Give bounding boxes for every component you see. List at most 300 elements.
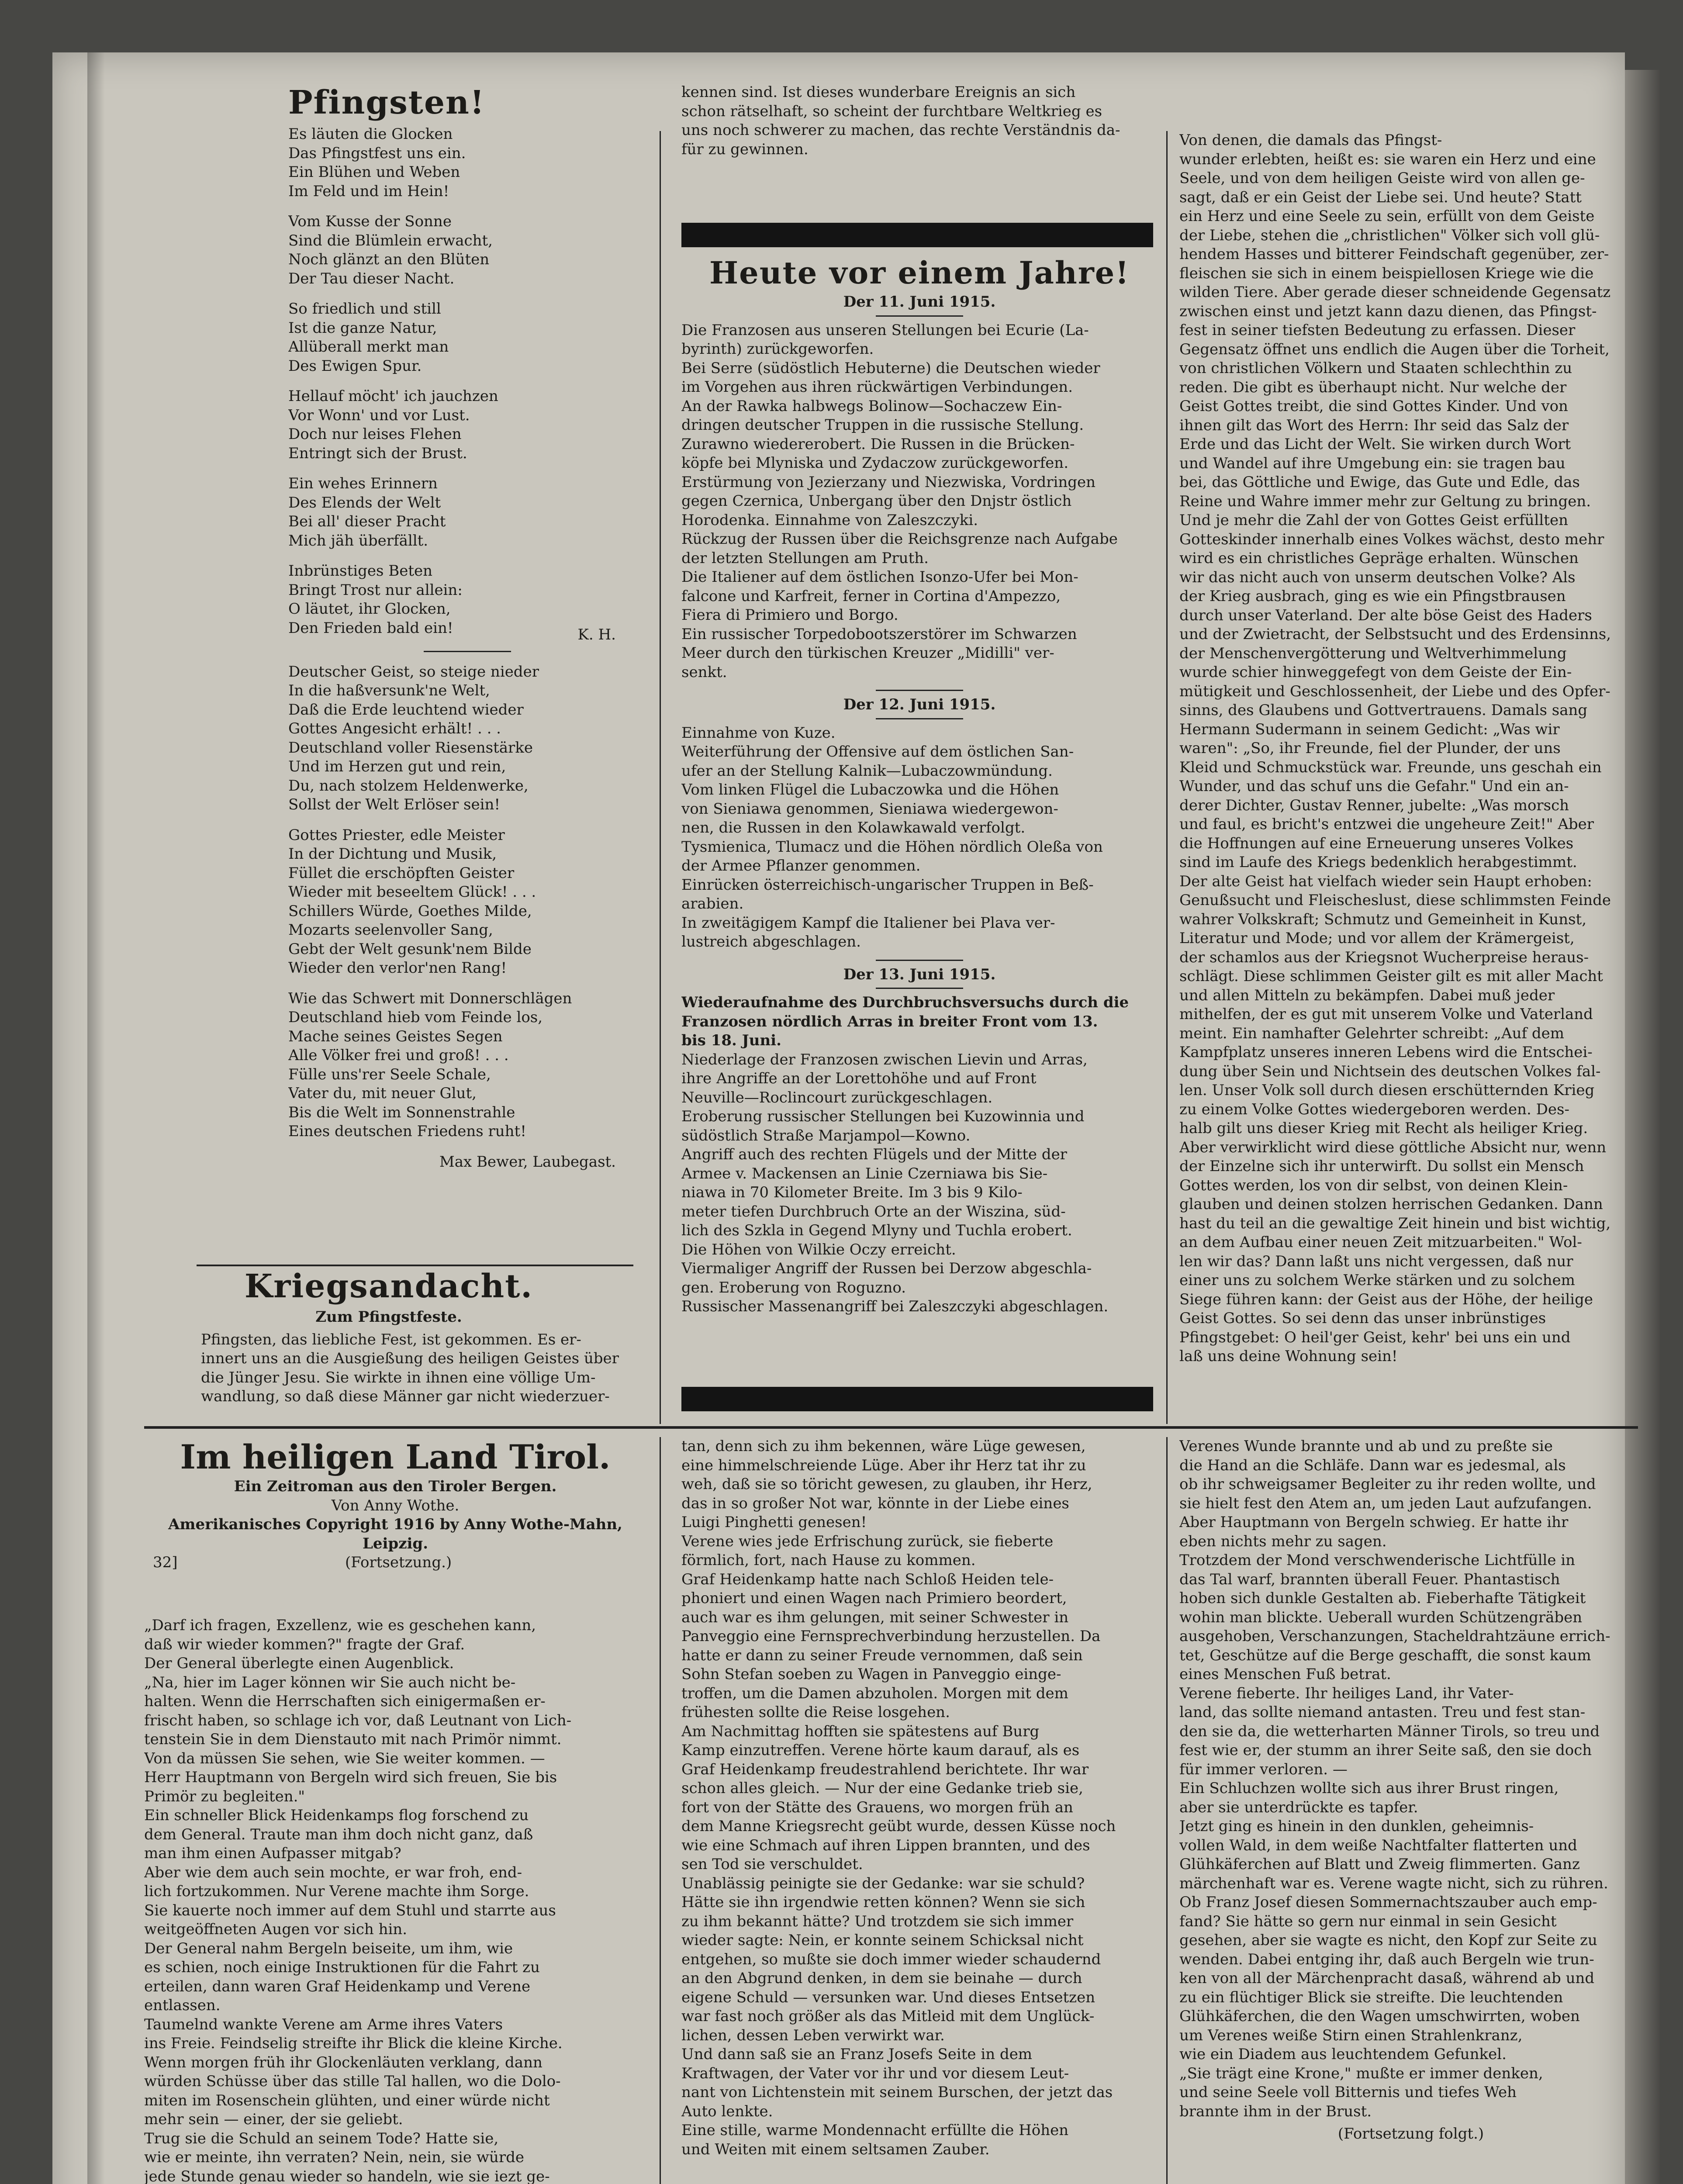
text-line: Die Franzosen aus unseren Stellungen bei Ecurie (La-: [681, 321, 1089, 339]
text-line: tan, denn sich zu ihm bekennen, wäre Lüge gewesen,: [681, 1438, 1086, 1455]
text-line: die Hand an die Schläfe. Dann war es jedesmal, als: [1179, 1456, 1566, 1474]
text-line: wahrer Volkskraft; Schmutz und Gemeinheit in Kunst,: [1179, 910, 1587, 928]
text-line: Ein wehes Erinnern: [288, 475, 438, 492]
text-line: innert uns an die Ausgießung des heiligen Geistes über: [201, 1350, 619, 1367]
text-line: Sollst der Welt Erlöser sein!: [288, 796, 501, 813]
text-line: Tysmienica, Tlumacz und die Höhen nördlich Oleßa von: [681, 838, 1103, 856]
text-line: Bis die Welt im Sonnenstrahle: [288, 1103, 515, 1121]
text-line: von christlichen Völkern und Staaten schlechthin zu: [1179, 359, 1572, 377]
poem2-author: Max Bewer, Laubegast.: [439, 1153, 616, 1171]
text-line: falcone und Karfreit, ferner in Cortina d'Ampezzo,: [681, 587, 1061, 605]
text-line: Kamp einzutreffen. Verene hörte kaum darauf, als es: [681, 1742, 1080, 1759]
text-line: Inbrünstiges Beten: [288, 562, 433, 580]
text-line: Sind die Blümlein erwacht,: [288, 232, 493, 249]
novel-title: Im heiligen Land Tirol.: [180, 1438, 611, 1476]
text-line: Schillers Würde, Goethes Milde,: [288, 902, 532, 920]
date-underline: [876, 718, 963, 719]
poem-stanza: [288, 212, 633, 288]
text-line: und Wandel auf ihre Umgebung ein: sie tragen bau: [1179, 454, 1566, 472]
text-line: es schien, noch einige Instruktionen für die Fahrt zu: [144, 1959, 540, 1976]
text-line: durch unser Vaterland. Der alte böse Geist des Haders: [1179, 606, 1592, 624]
text-line: schlägt. Diese schlimmen Geister gilt es mit aller Macht: [1179, 968, 1603, 985]
text-line: einer uns zu solchem Werke stärken und zu solchem: [1179, 1272, 1575, 1289]
text-line: So friedlich und still: [288, 300, 441, 318]
text-line: Jetzt ging es hinein in den dunklen, geheimnis-: [1179, 1818, 1534, 1835]
text-line: würden Schüsse über das stille Tal hallen, wo die Dolo-: [144, 2073, 561, 2090]
text-line: Auto lenkte.: [681, 2102, 773, 2120]
novel-author: Von Anny Wothe.: [331, 1496, 460, 1514]
text-line: ihre Angriffe an der Lorettohöhe und auf Front: [681, 1070, 1037, 1087]
text-line: von Sieniawa genommen, Sieniawa wiedergewon-: [681, 800, 1058, 818]
text-line: entgehen, so mußte sie doch immer wieder schaudernd: [681, 1950, 1101, 1968]
text-line: sind im Laufe des Kriegs bedenklich herabgestimmt.: [1179, 854, 1577, 871]
text-line: hatte er dann zu seiner Freude vernommen, daß sein: [681, 1646, 1083, 1664]
text-line: O läutet, ihr Glocken,: [288, 600, 451, 618]
text-line: mithelfen, der es gut mit unserem Volke und Vaterland: [1179, 1006, 1593, 1023]
text-line: im Vorgehen aus ihren rückwärtigen Verbindungen.: [681, 378, 1073, 396]
poem-column: [144, 83, 633, 1171]
text-line: und der Zwietracht, der Selbstsucht und des Erdensinns,: [1179, 625, 1611, 643]
text-line: Hellauf möcht' ich jauchzen: [288, 387, 498, 405]
text-line: Hermann Sudermann in seinem Gedicht: „Was wir: [1179, 720, 1560, 738]
text-line: Panveggio eine Fernsprechverbindung herzustellen. Da: [681, 1628, 1101, 1645]
text-line: Doch nur leises Flehen: [288, 425, 462, 443]
text-line: Bei all' dieser Pracht: [288, 513, 446, 530]
heute-day-date: Der 11. Juni 1915.: [843, 293, 996, 311]
text-line: fand? Sie hätte so gern nur einmal in sein Gesicht: [1179, 1912, 1557, 1930]
text-line: Verenes Wunde brannte und ab und zu preßte sie: [1179, 1438, 1553, 1455]
text-line: wurde schier hinweggefegt von dem Geiste der Ein-: [1179, 663, 1572, 681]
text-line: für zu gewinnen.: [681, 140, 809, 158]
text-line: Trotzdem der Mond verschwenderische Lichtfülle in: [1179, 1552, 1576, 1569]
andacht-article: [144, 1267, 633, 1406]
text-line: Und dann saß sie an Franz Josefs Seite in dem: [681, 2046, 1033, 2063]
text-line: Fiera di Primiero und Borgo.: [681, 606, 899, 624]
text-line: Deutschland hieb vom Feinde los,: [288, 1009, 543, 1026]
text-line: jede Stunde genau wieder so handeln, wie sie iezt ge-: [144, 2167, 550, 2184]
text-line: In die haßversunk'ne Welt,: [288, 682, 490, 699]
column-separator-3: [660, 1437, 661, 2184]
text-line: an den Abgrund denken, in dem sie beinahe — durch: [681, 1970, 1082, 1987]
text-line: zwischen einst und jetzt kann dazu dienen, das Pfingst-: [1179, 302, 1597, 320]
text-line: Hätte sie ihn irgendwie retten können? Wenn sie sich: [681, 1894, 1085, 1911]
novel-column-2: [681, 1437, 1158, 2159]
text-line: den sie da, die wetterharten Männer Tirols, so treu und: [1179, 1722, 1600, 1740]
text-line: frischt haben, so schlage ich vor, daß Leutnant von Lich-: [144, 1711, 572, 1729]
text-line: ob ihr schweigsamer Begleiter zu ihr reden wollte, und: [1179, 1476, 1596, 1493]
poem-stanza: [288, 387, 633, 463]
text-line: Des Elends der Welt: [288, 494, 441, 511]
heute-day-date: Der 13. Juni 1915.: [843, 965, 996, 983]
text-line: der Armee Pflanzer genommen.: [681, 857, 921, 874]
text-line: südöstlich Straße Marjampol—Kowno.: [681, 1127, 971, 1144]
text-line: hendem Hasses und bitterer Feindschaft gegenüber, zer-: [1179, 245, 1609, 263]
heute-days: [681, 293, 1158, 1317]
poem-stanza: [288, 474, 633, 550]
text-line: schon rätselhaft, so scheint der furchtbare Weltkrieg es: [681, 102, 1102, 120]
text-line: troffen, um die Damen abzuholen. Morgen mit dem: [681, 1684, 1068, 1702]
text-line: lich des Szkla in Gegend Mlyny und Tuchla erobert.: [681, 1222, 1072, 1239]
text-line: „Na, hier im Lager können wir Sie auch nicht be-: [144, 1673, 516, 1691]
text-line: Verene fieberte. Ihr heiliges Land, ihr Vater-: [1179, 1684, 1514, 1702]
text-line: und seine Seele voll Bitternis und tiefes Weh: [1179, 2084, 1517, 2101]
text-line: Des Ewigen Spur.: [288, 357, 422, 375]
text-line: nen, die Russen in den Kolawkawald verfolgt.: [681, 819, 1026, 836]
text-line: Eine stille, warme Mondennacht erfüllte die Höhen: [681, 2122, 1069, 2139]
andacht-title: Kriegsandacht.: [244, 1268, 533, 1305]
text-line: nant von Lichtenstein mit seinem Burschen, der jetzt das: [681, 2084, 1113, 2101]
text-line: Eines deutschen Friedens ruht!: [288, 1123, 526, 1140]
text-line: ausgehoben, Verschanzungen, Stacheldrahtzäune errich-: [1179, 1628, 1610, 1645]
text-line: dem General. Traute man ihm doch nicht ganz, daß: [144, 1825, 533, 1843]
heute-day: [681, 695, 1158, 961]
text-line: frühesten sollte die Reise losgehen.: [681, 1704, 950, 1721]
text-line: sagt, daß er ein Geist der Liebe sei. Und heute? Statt: [1179, 188, 1582, 206]
text-line: Pfingstgebet: O heil'ger Geist, kehr' bei uns ein und: [1179, 1328, 1571, 1346]
text-line: Seele, und von dem heiligen Geiste wird von allen ge-: [1179, 169, 1585, 187]
text-line: um Verenes weiße Stirn einen Strahlenkranz,: [1179, 2026, 1523, 2044]
text-line: Glühkäferchen, die den Wagen umschwirrten, woben: [1179, 2008, 1580, 2025]
text-line: Den Frieden bald ein!: [288, 619, 453, 637]
text-line: Graf Heidenkamp freudestrahlend berichtete. Ihr war: [681, 1760, 1089, 1778]
text-line: meint. Ein namhafter Gelehrter schreibt: „Auf dem: [1179, 1024, 1564, 1042]
andacht-continuation-body: [681, 83, 1158, 159]
text-line: Von denen, die damals das Pfingst-: [1179, 131, 1442, 149]
text-line: ufer an der Stellung Kalnik—Lubaczowmündung.: [681, 762, 1053, 780]
text-line: Die Italiener auf dem östlichen Isonzo-Ufer bei Mon-: [681, 568, 1078, 586]
novel-column-1: [144, 1616, 646, 2184]
text-line: derer Dichter, Gustav Renner, jubelte: „Was morsch: [1179, 796, 1569, 814]
text-line: dringen deutscher Truppen in die russische Stellung.: [681, 416, 1084, 434]
text-line: sinns, des Glaubens und Gottvertrauens. Damals sang: [1179, 702, 1588, 719]
text-line: uns noch schwerer zu machen, das rechte Verständnis da-: [681, 121, 1120, 139]
text-line: ein Herz und eine Seele zu sein, erfüllt von dem Geiste: [1179, 207, 1595, 225]
text-line: Weiterführung der Offensive auf dem östlichen San-: [681, 743, 1074, 760]
text-line: war fast noch größer als das Mitleid mit dem Unglück-: [681, 2008, 1095, 2025]
text-line: Kleid und Schmuckstück war. Freunde, uns geschah ein: [1179, 758, 1602, 776]
text-line: Geist Gottes. So sei denn das unser inbrünstiges: [1179, 1310, 1546, 1327]
text-line: lustreich abgeschlagen.: [681, 933, 861, 950]
text-line: Von da müssen Sie sehen, wie Sie weiter kommen. —: [144, 1749, 545, 1767]
text-line: Deutscher Geist, so steige nieder: [288, 663, 539, 681]
text-line: fest wie er, der stumm an ihrer Seite saß, den sie doch: [1179, 1742, 1592, 1759]
column-separator-2: [1166, 131, 1168, 1424]
text-line: eines Menschen Fuß betrat.: [1179, 1666, 1391, 1683]
poem-stanza: [288, 989, 633, 1141]
text-line: Trug sie die Schuld an seinem Tode? Hatte sie,: [144, 2129, 499, 2147]
text-line: „Darf ich fragen, Exzellenz, wie es geschehen kann,: [144, 1617, 536, 1634]
text-line: arabien.: [681, 895, 744, 912]
text-line: Vater du, mit neuer Glut,: [288, 1085, 477, 1102]
text-line: Meer durch den türkischen Kreuzer „Midilli" ver-: [681, 644, 1054, 662]
text-line: Horodenka. Einnahme von Zaleszczyki.: [681, 511, 978, 529]
novel-column-1-body: [144, 1616, 646, 2184]
heute-day-date: Der 12. Juni 1915.: [843, 696, 996, 713]
text-line: Erstürmung von Jezierzany und Niezwiska, Vordringen: [681, 473, 1096, 491]
text-line: An der Rawka halbwegs Bolinow—Sochaczew Ein-: [681, 397, 1062, 415]
date-underline: [876, 315, 963, 317]
text-line: Sie kauerte noch immer auf dem Stuhl und starrte aus: [144, 1901, 556, 1919]
text-line: reden. Die gibt es überhaupt nicht. Nur welche der: [1179, 378, 1567, 396]
text-line: der Einzelne sich ihr unterwirft. Du sollst ein Mensch: [1179, 1158, 1584, 1175]
text-line: daß wir wieder kommen?" fragte der Graf.: [144, 1635, 465, 1653]
text-line: eigene Schuld — versunken war. Und dieses Entsetzen: [681, 1988, 1096, 2006]
text-line: hoben sich dunkle Gestalten ab. Fieberhafte Tätigkeit: [1179, 1590, 1586, 1607]
text-line: Wenn morgen früh ihr Glockenläuten verklang, dann: [144, 2053, 543, 2071]
text-line: Gegensatz öffnet uns endlich die Augen über die Torheit,: [1179, 340, 1610, 358]
text-line: vollen Wald, in dem weiße Nachtfalter flatterten und: [1179, 1836, 1577, 1854]
novel-column-3-body: [1179, 1437, 1642, 2121]
section-divider: [144, 1426, 1638, 1429]
text-line: fest in seiner tiefsten Bedeutung zu erfassen. Dieser: [1179, 321, 1576, 339]
text-line: phoniert und einen Wagen nach Primiero beordert,: [681, 1590, 1067, 1607]
text-line: Einnahme von Kuze.: [681, 724, 836, 742]
text-line: Unablässig peinigte sie der Gedanke: war sie schuld?: [681, 1874, 1085, 1892]
text-line: sen Tod sie verschuldet.: [681, 1856, 863, 1873]
text-line: niawa in 70 Kilometer Breite. Im 3 bis 9 Kilo-: [681, 1184, 1023, 1201]
column-separator-4: [1166, 1437, 1168, 2184]
text-line: Der General überlegte einen Augenblick.: [144, 1655, 454, 1672]
text-line: len wir das? Dann laßt uns nicht vergessen, daß nur: [1179, 1252, 1573, 1270]
andacht-body: [144, 1330, 633, 1406]
poem2-stanzas: [144, 663, 633, 1141]
andacht-top-rule: [197, 1265, 633, 1266]
text-line: der schamlos aus der Kriegsnot Wucherpreise heraus-: [1179, 948, 1589, 966]
text-line: mehr sein — einer, der sie geliebt.: [144, 2111, 403, 2128]
date-underline: [876, 988, 963, 989]
text-line: das in so großer Not war, könnte in der Liebe eines: [681, 1494, 1069, 1512]
text-line: Im Feld und im Hein!: [288, 182, 449, 200]
text-line: fort von der Stätte des Grauens, wo morgen früh an: [681, 1798, 1073, 1816]
text-line: Reine und Wahre immer mehr zur Geltung zu bringen.: [1179, 492, 1591, 510]
text-line: Füllet die erschöpften Geister: [288, 864, 515, 882]
text-line: der letzten Stellungen am Pruth.: [681, 549, 929, 567]
text-line: brannte ihm in der Brust.: [1179, 2102, 1372, 2120]
text-line: ihnen gilt das Wort des Herrn: Ihr seid das Salz der: [1179, 416, 1569, 434]
novel-copyright: Amerikanisches Copyright 1916 by Anny Wothe-Mahn,: [168, 1516, 622, 1533]
andacht-subtitle: Zum Pfingstfeste.: [315, 1308, 462, 1326]
text-line: ins Freie. Feindselig streifte ihr Blick die kleine Kirche.: [144, 2035, 563, 2052]
heute-day: [681, 293, 1158, 691]
novel-continuation-note: (Fortsetzung.): [345, 1554, 452, 1571]
text-line: und Weiten mit einem seltsamen Zauber.: [681, 2140, 990, 2158]
text-line: Angriff auch des rechten Flügels und der Mitte der: [681, 1146, 1067, 1163]
text-line: Kraftwagen, der Vater vor ihr und vor diesem Leut-: [681, 2064, 1069, 2082]
text-line: Rückzug der Russen über die Reichsgrenze nach Aufgabe: [681, 530, 1118, 548]
text-line: Gottes werden, los von dir selbst, von deinen Klein-: [1179, 1176, 1568, 1194]
text-line: wir das nicht auch von unserm deutschen Volke? Als: [1179, 568, 1576, 586]
text-line: Taumelnd wankte Verene am Arme ihres Vaters: [144, 2015, 503, 2033]
text-line: Viermaliger Angriff der Russen bei Derzow abgeschla-: [681, 1260, 1092, 1277]
text-line: wird es ein christliches Gepräge erhalten. Wünschen: [1179, 549, 1579, 567]
text-line: Deutschland voller Riesenstärke: [288, 739, 533, 757]
text-line: Das Pfingstfest uns ein.: [288, 144, 466, 162]
text-line: Verene wies jede Erfrischung zurück, sie fieberte: [681, 1532, 1054, 1550]
text-line: gesehen, aber sie wagte es nicht, den Kopf zur Seite zu: [1179, 1932, 1597, 1949]
text-line: In zweitägigem Kampf die Italiener bei Plava ver-: [681, 914, 1055, 932]
text-line: Gotteskinder innerhalb eines Volkes wächst, desto mehr: [1179, 530, 1604, 548]
text-line: Genußsucht und Fleischeslust, diese schlimmsten Feinde: [1179, 892, 1611, 909]
text-line: Zurawno wiedererobert. Die Russen in die Brücken-: [681, 435, 1075, 453]
text-line: tenstein Sie in dem Dienstauto mit nach Primör nimmt.: [144, 1731, 562, 1748]
text-line: Vom linken Flügel die Lubaczowka und die Höhen: [681, 781, 1059, 798]
poem-stanza: [288, 826, 633, 978]
text-line: Primör zu begleiten.": [144, 1787, 305, 1805]
text-line: weh, daß sie so töricht gewesen, zu glauben, ihr Herz,: [681, 1476, 1092, 1493]
text-line: Einrücken österreichisch-ungarischer Truppen in Beß-: [681, 876, 1094, 894]
text-line: Herr Hauptmann von Bergeln wird sich freuen, Sie bis: [144, 1769, 557, 1786]
text-line: Noch glänzt an den Blüten: [288, 251, 490, 268]
text-line: Vor Wonn' und vor Lust.: [288, 406, 470, 424]
text-line: die Jünger Jesu. Sie wirkte in ihnen eine völlige Um-: [201, 1368, 596, 1386]
text-line: Gottes Priester, edle Meister: [288, 826, 505, 844]
text-line: laß uns deine Wohnung sein!: [1179, 1348, 1398, 1365]
text-line: gegen Czernica, Unbergang über den Dnjstr östlich: [681, 492, 1072, 510]
text-line: Vom Kusse der Sonne: [288, 213, 452, 230]
text-line: Daß die Erde leuchtend wieder: [288, 701, 524, 719]
poem-author: K. H.: [577, 626, 616, 643]
text-line: ken von all der Märchenpracht dasaß, während ab und: [1179, 1970, 1595, 1987]
text-line: Du, nach stolzem Heldenwerke,: [288, 777, 529, 795]
column-separator-1: [660, 131, 661, 1424]
text-line: zu ein flüchtiger Blick sie streifte. Die leuchtenden: [1179, 1988, 1563, 2006]
text-line: hast du teil an die gewaltige Zeit hinein und bist wichtig,: [1179, 1214, 1611, 1232]
andacht-continuation: [681, 83, 1158, 159]
text-line: eben nichts mehr zu sagen.: [1179, 1532, 1387, 1550]
text-line: Eroberung russischer Stellungen bei Kuzowinnia und: [681, 1108, 1085, 1125]
heute-header-bar: [681, 223, 1153, 247]
text-line: für immer verloren. —: [1179, 1760, 1348, 1778]
poem-stanzas: [144, 125, 633, 638]
heute-footer-bar: [681, 1387, 1153, 1411]
novel-column-2-body: [681, 1437, 1158, 2159]
text-line: Wunder, und das schuf uns die Gefahr." Und ein an-: [1179, 778, 1569, 795]
text-line: weitgeöffneten Augen vor sich hin.: [144, 1921, 408, 1938]
text-line: Und je mehr die Zahl der von Gottes Geist erfüllten: [1179, 511, 1568, 529]
text-line: Gottes Angesicht erhält! . . .: [288, 720, 501, 737]
text-line: Bei Serre (südöstlich Hebuterne) die Deutschen wieder: [681, 359, 1100, 377]
text-line: bis 18. Juni.: [681, 1032, 781, 1049]
text-line: wieder sagte: Nein, er konnte seinem Schicksal nicht: [681, 1932, 1084, 1949]
text-line: zu einem Volke Gottes wiedergeboren werden. Des-: [1179, 1100, 1569, 1118]
text-line: märchenhaft war es. Verene wagte nicht, sich zu rühren.: [1179, 1874, 1608, 1892]
wort-column: [1179, 131, 1642, 1366]
text-line: Mache seines Geistes Segen: [288, 1027, 503, 1045]
text-line: land, das sollte niemand antasten. Treu und fest stan-: [1179, 1704, 1586, 1721]
text-line: Am Nachmittag hofften sie spätestens auf Burg: [681, 1722, 1040, 1740]
text-line: der Menschenvergötterung und Weltverhimmelung: [1179, 644, 1567, 662]
novel-header: [144, 1437, 646, 1572]
text-line: zu ihm bekannt hätte? Und trotzdem sie sich immer: [681, 1912, 1074, 1930]
text-line: Allüberall merkt man: [288, 338, 449, 356]
text-line: Literatur und Mode; und vor allem der Krämergeist,: [1179, 930, 1575, 947]
heute-day: [681, 965, 1158, 1317]
text-line: Der General nahm Bergeln beiseite, um ihm, wie: [144, 1939, 513, 1957]
text-line: Ein schneller Blick Heidenkamps flog forschend zu: [144, 1807, 529, 1824]
text-line: Die Höhen von Wilkie Oczy erreicht.: [681, 1241, 956, 1258]
text-line: wie ein Diadem aus leuchtendem Gefunkel.: [1179, 2046, 1507, 2063]
text-line: gen. Eroberung von Roguzno.: [681, 1279, 906, 1296]
text-line: wunder erlebten, heißt es: sie waren ein Herz und eine: [1179, 150, 1596, 168]
text-line: das Tal warf, brannten überall Feuer. Phantastisch: [1179, 1570, 1560, 1588]
text-line: Franzosen nördlich Arras in breiter Front vom 13.: [681, 1013, 1098, 1030]
text-line: meter tiefen Durchbruch Orte an der Wiszina, süd-: [681, 1203, 1066, 1220]
novel-subtitle: Ein Zeitroman aus den Tiroler Bergen.: [234, 1478, 557, 1495]
text-line: waren": „So, ihr Freunde, fiel der Plunder, der uns: [1179, 740, 1561, 757]
text-line: Es läuten die Glocken: [288, 125, 453, 143]
text-line: Der alte Geist hat vielfach wieder sein Haupt erhoben:: [1179, 872, 1592, 890]
day-divider: [876, 960, 963, 961]
heute-title: Heute vor einem Jahre!: [709, 255, 1130, 291]
text-line: Ein Blühen und Weben: [288, 163, 460, 181]
day-divider: [876, 690, 963, 691]
text-line: kennen sind. Ist dieses wunderbare Ereignis an sich: [681, 83, 1076, 101]
novel-to-be-continued: (Fortsetzung folgt.): [1337, 2125, 1484, 2143]
text-line: Ob Franz Josef diesen Sommernachtszauber auch emp-: [1179, 1894, 1597, 1911]
text-line: der Krieg ausbrach, ging es wie ein Pfingstbrausen: [1179, 587, 1566, 605]
novel-column-3: [1179, 1437, 1642, 2144]
text-line: eine himmelschreiende Lüge. Aber ihr Herz tat ihr zu: [681, 1456, 1086, 1474]
text-line: In der Dichtung und Musik,: [288, 845, 497, 863]
text-line: glauben und deinen stolzen herrischen Gedanken. Dann: [1179, 1196, 1603, 1213]
text-line: Russischer Massenangriff bei Zaleszczyki abgeschlagen.: [681, 1298, 1109, 1315]
text-line: Der Tau dieser Nacht.: [288, 270, 455, 287]
text-line: Aber verwirklicht wird diese göttliche Absicht nur, wenn: [1179, 1138, 1607, 1156]
poem-divider: [424, 651, 511, 652]
text-line: schon alles gleich. — Nur der eine Gedanke trieb sie,: [681, 1780, 1083, 1797]
page-binding-shadow: [87, 52, 105, 2184]
text-line: Mozarts seelenvoller Sang,: [288, 921, 493, 939]
text-line: wie er meinte, ihn verraten? Nein, nein, sie würde: [144, 2149, 524, 2166]
text-line: Gebt der Welt gesunk'nem Bilde: [288, 940, 532, 958]
text-line: lichen, dessen Leben verwirkt war.: [681, 2026, 945, 2044]
text-line: Mich jäh überfällt.: [288, 532, 429, 549]
poem-title: Pfingsten!: [288, 84, 485, 121]
text-line: Bringt Trost nur allein:: [288, 581, 463, 599]
wort-body: [1179, 131, 1642, 1366]
text-line: wilden Tiere. Aber gerade dieser schneidende Gegensatz: [1179, 283, 1611, 301]
text-line: miten im Rosenschein glühten, und einer würde nicht: [144, 2091, 550, 2109]
text-line: und allen Mitteln zu bekämpfen. Dabei muß jeder: [1179, 986, 1555, 1004]
text-line: Wieder den verlor'nen Rang!: [288, 959, 507, 977]
text-line: bei, das Göttliche und Ewige, das Gute und Edle, das: [1179, 473, 1580, 491]
text-line: Luigi Pinghetti genesen!: [681, 1514, 867, 1531]
text-line: Alle Völker frei und groß! . . .: [288, 1047, 509, 1064]
text-line: man ihm einen Aufpasser mitgab?: [144, 1845, 401, 1862]
text-line: byrinth) zurückgeworfen.: [681, 340, 874, 358]
text-line: Ein russischer Torpedobootszerstörer im Schwarzen: [681, 625, 1077, 643]
text-line: entlassen.: [144, 1997, 221, 2014]
text-line: die Hoffnungen auf eine Erneuerung unseres Volkes: [1179, 834, 1574, 852]
text-line: Fülle uns'rer Seele Schale,: [288, 1065, 491, 1083]
text-line: Graf Heidenkamp hatte nach Schloß Heiden tele-: [681, 1570, 1054, 1588]
text-line: mütigkeit und Geschlossenheit, der Liebe und des Opfer-: [1179, 682, 1610, 700]
text-line: Niederlage der Franzosen zwischen Lievin und Arras,: [681, 1051, 1088, 1068]
text-line: aber sie unterdrückte es tapfer.: [1179, 1798, 1418, 1816]
text-line: wandlung, so daß diese Männer gar nicht wiederzuer-: [201, 1388, 610, 1405]
text-line: wie eine Schmach auf ihren Lippen brannten, und des: [681, 1836, 1090, 1854]
text-line: fleischen sie sich in einem beispiellosen Kriege wie die: [1179, 264, 1594, 282]
text-line: der Liebe, stehen die „christlichen" Völker sich voll glü-: [1179, 226, 1600, 244]
novel-copyright-place: Leipzig.: [362, 1534, 429, 1552]
text-line: lich fortzukommen. Nur Verene machte ihm Sorge.: [144, 1883, 529, 1900]
text-line: Wie das Schwert mit Donnerschlägen: [288, 989, 572, 1007]
text-line: Aber wie dem auch sein mochte, er war froh, end-: [144, 1863, 522, 1881]
text-line: erteilen, dann waren Graf Heidenkamp und Verene: [144, 1977, 531, 1995]
text-line: Neuville—Roclincourt zurückgeschlagen.: [681, 1089, 993, 1106]
text-line: Geist Gottes treibt, die sind Gottes Kinder. Und von: [1179, 397, 1568, 415]
poem-stanza: [288, 125, 633, 201]
